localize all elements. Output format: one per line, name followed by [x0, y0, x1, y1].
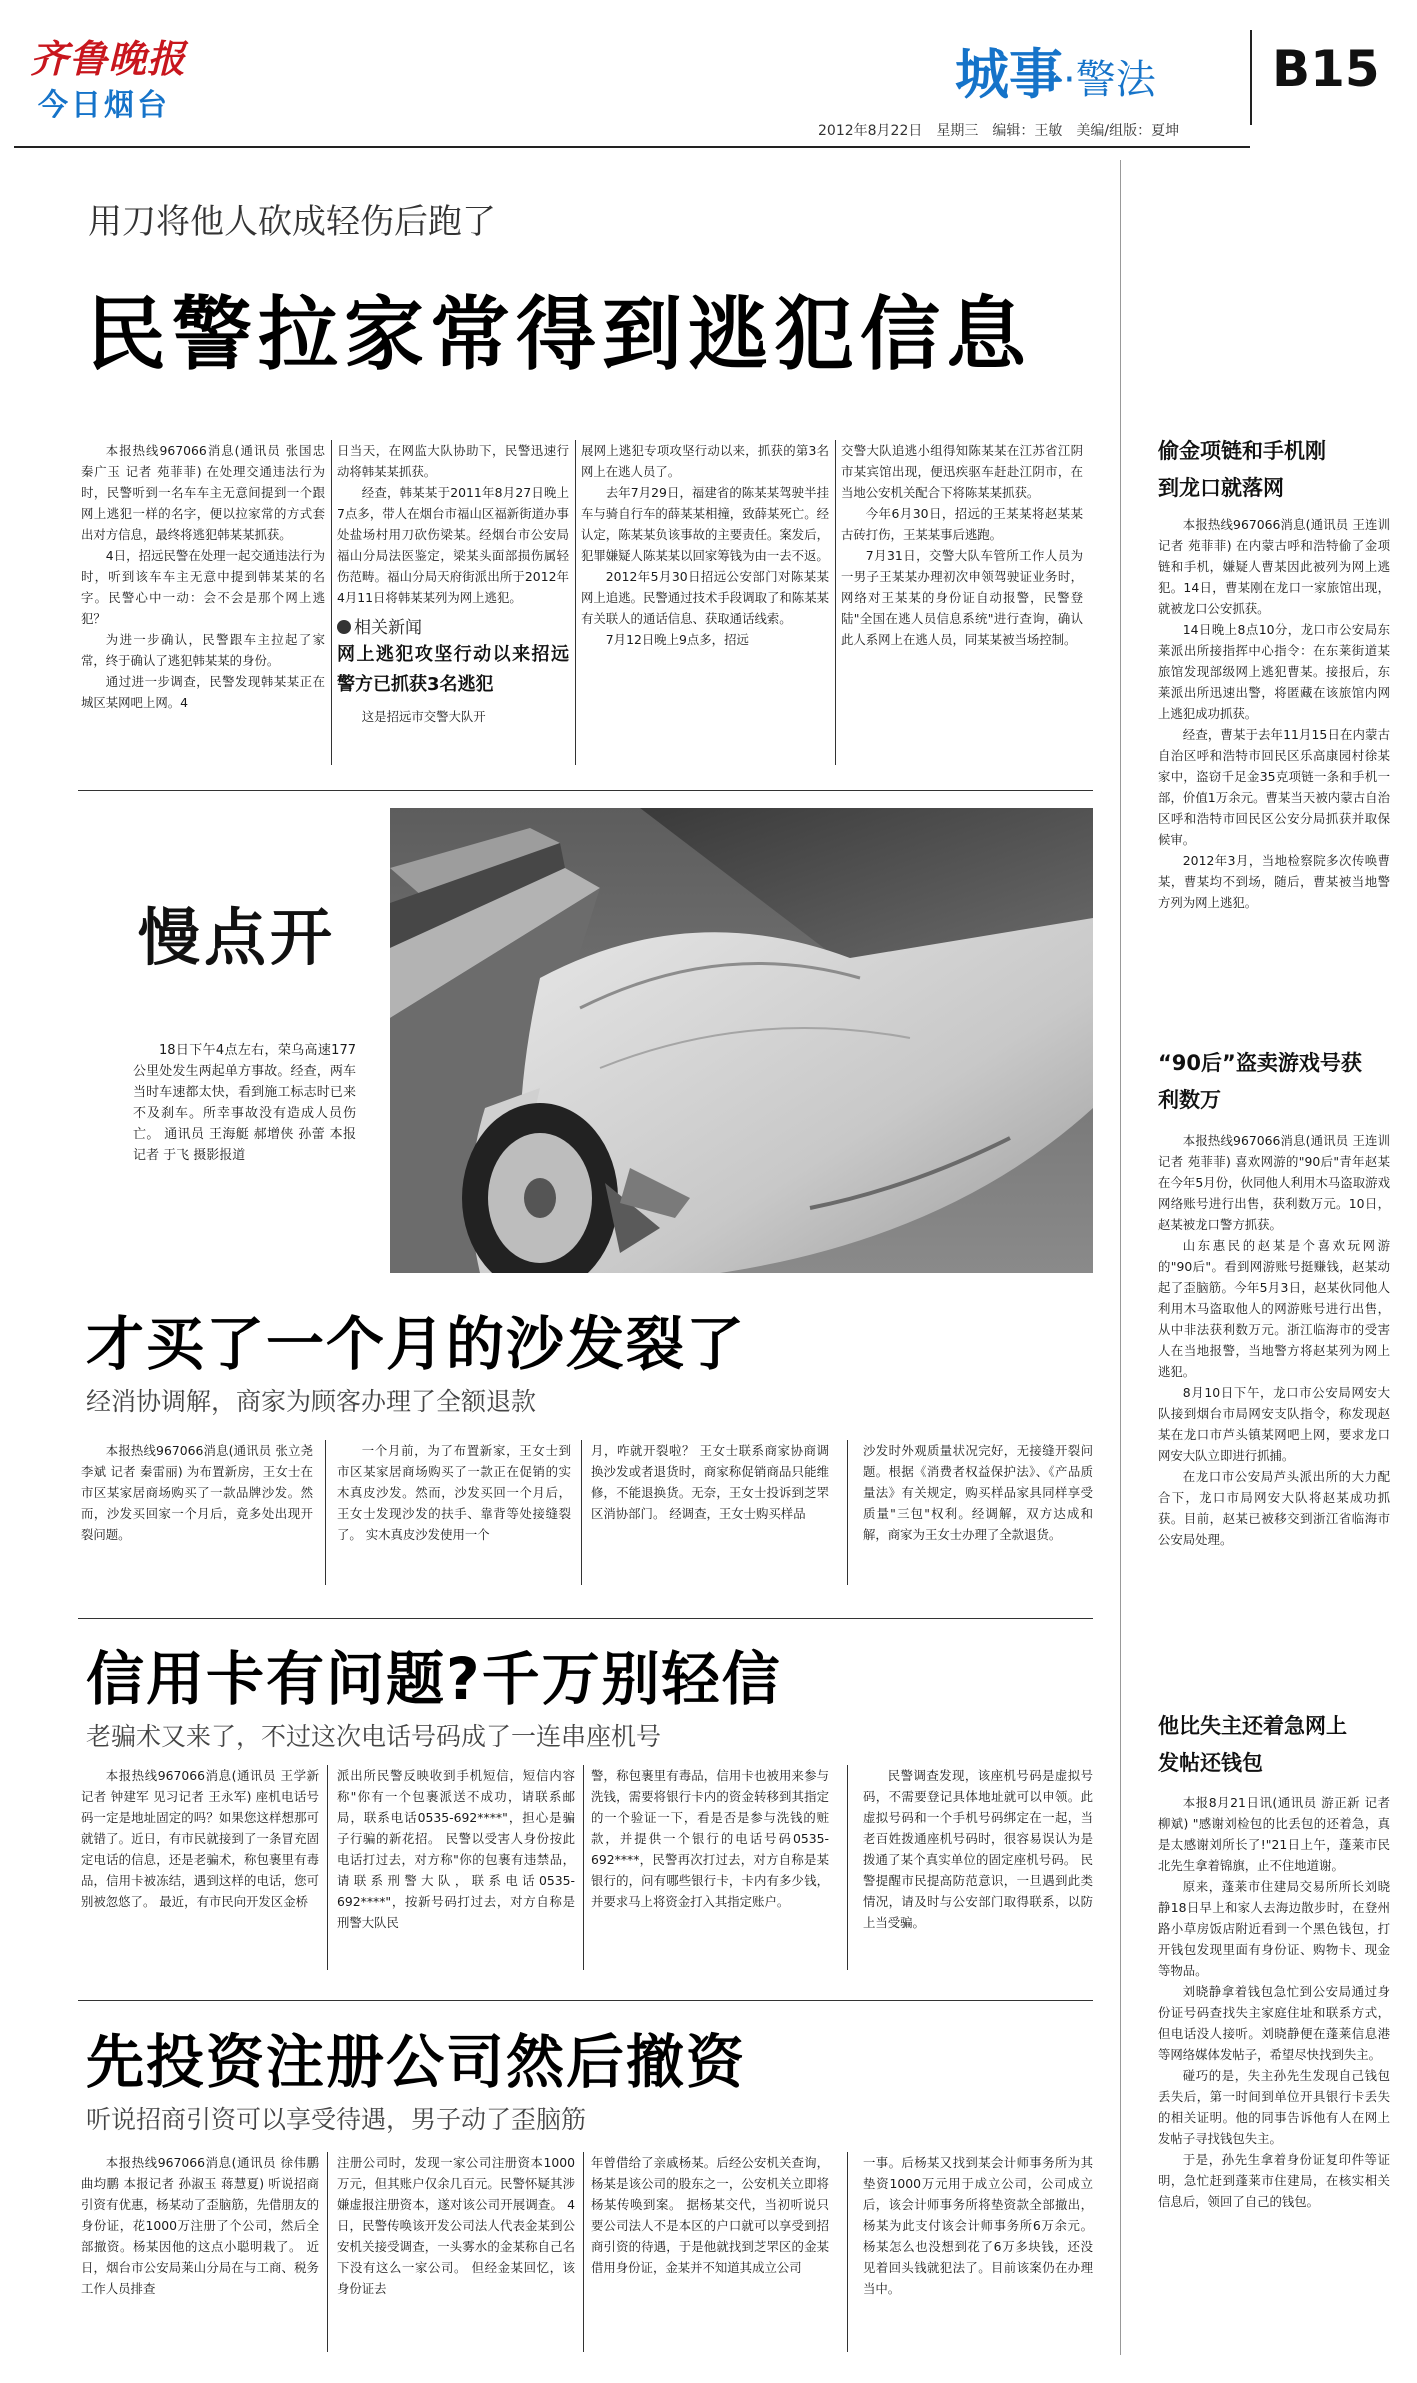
masthead-divider [1250, 30, 1252, 125]
story2-headline: 才买了一个月的沙发裂了 [86, 1310, 747, 1378]
story3-col-divider [327, 1765, 328, 1970]
story1-col-divider [835, 440, 836, 765]
story3-sub: 老骗术又来了，不过这次电话号码成了一连串座机号 [86, 1722, 662, 1751]
side3-title: 他比失主还着急网上发帖还钱包 [1158, 1714, 1347, 1775]
side3-p2: 原来，蓬莱市住建局交易所所长刘晓静18日早上和家人去海边散步时，在登州路小草房饭店附近看到一个黑色钱包，打开钱包发现里面有身份证、购物卡、现金等物品。 [1158, 1879, 1390, 1978]
side1-p1: 本报热线967066消息(通讯员 王连训 记者 苑菲菲) 在内蒙古呼和浩特偷了金项链和手机，嫌疑人曹某因此被列为网上逃犯。14日，曹某刚在龙口一家旅馆出现，就被龙口公安抓获。 [1158, 517, 1390, 616]
issue-meta: 2012年8月22日 星期三 编辑：王敏 美编/组版：夏坤 [818, 123, 1180, 139]
side3-p4: 碰巧的是，失主孙先生发现自己钱包丢失后，第一时间到单位开具银行卡丢失的相关证明。他的同事告诉他有人在网上发帖子寻找钱包失主。 [1158, 2068, 1390, 2146]
side3-body [1158, 1792, 1390, 2357]
story2-col-divider [581, 1440, 582, 1585]
side2-body [1158, 1130, 1390, 1685]
story1-col1-p1: 本报热线967066消息(通讯员 张国忠 秦广玉 记者 苑菲菲) 在处理交通违法行为时，民警听到一名车车主无意间提到一个跟网上逃犯一样的名字，便以拉家常的方式套出对方信息，最终将逃犯韩某某抓获。 [81, 443, 325, 542]
story2-sub: 经消协调解，商家为顾客办理了全额退款 [86, 1387, 537, 1416]
side1-p3: 经查，曹某于去年11月15日在内蒙古自治区呼和浩特市回民区乐高康园村徐某家中，盗窃千足金35克项链一条和手机一部，价值1万余元。曹某当天被内蒙古自治区呼和浩特市回民区公安分局抓获并取保候审。 [1158, 727, 1390, 847]
story2-col3: 月，咋就开裂啦？ 王女士联系商家协商调换沙发或者退货时，商家称促销商品只能维修，不能退换货。无奈，王女士投诉到芝罘区消协部门。 经调查，王女士购买样品 [591, 1443, 829, 1521]
section-sub: 警法 [1075, 57, 1156, 103]
story3-bottom-rule [78, 2000, 1093, 2001]
side1-p2: 14日晚上8点10分，龙口市公安局东莱派出所接指挥中心指令：在东莱街道某旅馆发现部级网上逃犯曹某。接报后，东莱派出所迅速出警，将匿藏在该旅馆内网上逃犯成功抓获。 [1158, 622, 1390, 721]
photo-caption: 18日下午4点左右，荣乌高速177公里处发生两起单方事故。经查，两车当时车速都太快，看到施工标志时已来不及刹车。所幸事故没有造成人员伤亡。 通讯员 王海艇 郝增侠 孙蕾 本报记者 于飞 摄影报道 [133, 1043, 356, 1163]
story3-col3: 警，称包裹里有毒品，信用卡也被用来参与洗钱，需要将银行卡内的资金转移到其指定的一个验证一下，看是否是参与洗钱的赃款，并提供一个银行的电话号码0535-692****，民警再次打过去，对方自称是某银行的，问有哪些银行卡，卡内有多少钱，并要求马上将资金打入其指定账户。 [591, 1768, 829, 1909]
section-dot: · [1063, 57, 1076, 103]
side3-p5: 于是，孙先生拿着身份证复印件等证明，急忙赶到蓬莱市住建局，在核实相关信息后，领回了自己的钱包。 [1158, 2152, 1390, 2209]
side1-body [1158, 514, 1390, 1014]
side2-p4: 在龙口市公安局芦头派出所的大力配合下，龙口市局网安大队将赵某成功抓获。目前，赵某已被移交到浙江省临海市公安局处理。 [1158, 1469, 1390, 1547]
car-illustration [390, 808, 1093, 1273]
story1-col1-p3: 为进一步确认，民警跟车主拉起了家常，终于确认了逃犯韩某某的身份。 [81, 632, 325, 668]
section-main: 城事 [955, 43, 1063, 106]
photo-title: 慢点开 [138, 901, 337, 974]
story4-col2: 注册公司时，发现一家公司注册资本1000万元，但其账户仅余几百元。民警怀疑其涉嫌虚报注册资本，遂对该公司开展调查。 4日，民警传唤该开发公司法人代表金某到公安机关接受调查，一头雾水的金某称自己名下没有这么一家公司。 但经金某回忆，该身份证去 [337, 2155, 575, 2296]
story4-sub: 听说招商引资可以享受待遇，男子动了歪脑筋 [86, 2105, 587, 2134]
story1-col3 [581, 440, 829, 765]
side3-p3: 刘晓静拿着钱包急忙到公安局通过身份证号码查找失主家庭住址和联系方式，但电话没人接听。刘晓静便在蓬莱信息港等网络媒体发帖子，希望尽快找到失主。 [1158, 1984, 1390, 2062]
story2-col-divider [847, 1440, 848, 1585]
story1-col3-p3: 2012年5月30日招远公安部门对陈某某网上追逃。民警通过技术手段调取了和陈某某有关联人的通话信息、获取通话线索。 [581, 569, 829, 626]
related-news-label [337, 616, 569, 640]
story1-col4-p3: 7月31日，交警大队车管所工作人员为一男子王某某办理初次申领驾驶证业务时，网络对王某某的身份证自动报警，民警登陆"全国在逃人员信息系统"进行查询，确认此人系网上在逃人员，同某某被当场控制。 [841, 548, 1083, 647]
story1-kicker: 用刀将他人砍成轻伤后跑了 [88, 202, 496, 242]
side2-p3: 8月10日下午，龙口市公安局网安大队接到烟台市局网安支队指令，称发现赵某在龙口市芦头镇某网吧上网，要求龙口网安大队立即进行抓捕。 [1158, 1385, 1390, 1463]
story4-col4: 一事。后杨某又找到某会计师事务所为其垫资1000万元用于成立公司，公司成立后，该会计师事务所将垫资款全部撤出，杨某为此支付该会计师事务所6万余元。 杨某怎么也没想到花了6万多块钱，还没见着回头钱就犯法了。目前该案仍在办理当中。 [863, 2155, 1093, 2296]
story3-col4: 民警调查发现，该座机号码是虚拟号码，不需要登记具体地址就可以申领。此虚拟号码和一个手机号码绑定在一起，当老百姓拨通座机号码时，很容易误认为是拨通了某个真实单位的固定座机号码。 民警提醒市民提高防范意识，一旦遇到此类情况，请及时与公安部门取得联系，以防上当受骗。 [863, 1768, 1093, 1930]
masthead-rule [14, 146, 1250, 148]
story4-col-divider [327, 2152, 328, 2352]
story1-col4-p2: 今年6月30日，招远的王某某将赵某某古砖打伤，王某某事后逃跑。 [841, 506, 1083, 542]
story3-col1: 本报热线967066消息(通讯员 王学新 记者 钟建军 见习记者 王永军) 座机电话号码一定是地址固定的吗？如果您这样想那可就错了。近日，有市民就接到了一条冒充固定电话的信息，还是老骗术，称包裹里有毒品，信用卡被冻结，遇到这样的电话，您可别被忽悠了。 最近，有市民向开发区金桥 [81, 1768, 319, 1909]
story2-col-divider [325, 1440, 326, 1585]
related-news-text: 相关新闻 [354, 618, 422, 638]
story4-col1: 本报热线967066消息(通讯员 徐伟鹏 曲均鹏 本报记者 孙淑玉 蒋慧夏) 听说招商引资有优惠，杨某动了歪脑筋，先借朋友的身份证，花1000万注册了个公司，然后全部撤资。杨某因他的这点小聪明栽了。 近日，烟台市公安局莱山分局在与工商、税务工作人员排查 [81, 2155, 319, 2296]
story1-col3-p2: 去年7月29日，福建省的陈某某驾驶半挂车与骑自行车的薛某某相撞，致薛某死亡。经认定，陈某某负该事故的主要责任。案发后，犯罪嫌疑人陈某某以回家筹钱为由一去不返。 [581, 485, 829, 563]
story1-col1-p4: 通过进一步调查，民警发现韩某某正在城区某网吧上网。4 [81, 674, 325, 710]
story2-col4: 沙发时外观质量状况完好，无接缝开裂问题。根据《消费者权益保护法》、《产品质量法》有关规定，购买样品家具同样享受质量"三包"权利。经调解，双方达成和解，商家为王女士办理了全款退货。 [863, 1443, 1093, 1542]
story1-headline: 民警拉家常得到逃犯信息 [86, 288, 1032, 381]
story1-col-divider [575, 440, 576, 765]
story2-bottom-rule [78, 1618, 1093, 1619]
side1-p4: 2012年3月，当地检察院多次传唤曹某，曹某均不到场，随后，曹某被当地警方列为网上逃犯。 [1158, 853, 1390, 910]
related-news-icon [337, 620, 351, 634]
story4-col3: 年曾借给了亲戚杨某。后经公安机关查询，杨某是该公司的股东之一，公安机关立即将杨某传唤到案。 据杨某交代，当初听说只要公司法人不是本区的户口就可以享受到招商引资的待遇，于是他就找到芝罘区的金某借用身份证，金某并不知道其成立公司 [591, 2155, 829, 2275]
side2-title: “90后”盗卖游戏号获利数万 [1158, 1051, 1362, 1112]
story1-col4-p1: 交警大队追逃小组得知陈某某在江苏省江阴市某宾馆出现，便迅疾驱车赶赴江阴市，在当地公安机关配合下将陈某某抓获。 [841, 443, 1083, 500]
side2-p1: 本报热线967066消息(通讯员 王连训 记者 苑菲菲) 喜欢网游的"90后"青年赵某在今年5月份，伙同他人利用木马盗取游戏网络账号进行出售，获利数万元。10日，赵某被龙口警方抓获。 [1158, 1133, 1390, 1232]
side1-title: 偷金项链和手机刚到龙口就落网 [1158, 439, 1326, 500]
story3-headline: 信用卡有问题?千万别轻信 [86, 1645, 782, 1713]
story1-col3-p4: 7月12日晚上9点多，招远 [605, 632, 749, 647]
paper-logo: 齐鲁晚报 [30, 36, 187, 81]
story1-col2 [337, 440, 569, 765]
story4-col-divider [847, 2152, 848, 2352]
story2-col1: 本报热线967066消息(通讯员 张立尧 李斌 记者 秦雷丽) 为布置新房，王女士在市区某家居商场购买了一款品牌沙发。然而，沙发买回家一个月后，竟多处出现开裂问题。 [81, 1443, 313, 1542]
page-number: B15 [1272, 40, 1380, 98]
story1-col3-p1: 展网上逃犯专项攻坚行动以来，抓获的第3名网上在逃人员了。 [581, 443, 829, 479]
story1-col2-p1: 日当天，在网监大队协助下，民警迅速行动将韩某某抓获。 [337, 443, 569, 479]
story3-col-divider [583, 1765, 584, 1970]
story1-col1-p2: 4日，招远民警在处理一起交通违法行为时，听到该车车主无意中提到韩某某的名字。民警心中一动：会不会是那个网上逃犯？ [81, 548, 325, 626]
story1-col4 [841, 440, 1083, 765]
story4-headline: 先投资注册公司然后撤资 [86, 2028, 747, 2096]
accident-photo [390, 808, 1093, 1273]
story1-col1 [81, 440, 325, 765]
story2-col2: 一个月前，为了布置新家，王女士到市区某家居商场购买了一款正在促销的实木真皮沙发。然而，沙发买回一个月后，王女士发现沙发的扶手、靠背等处接缝裂了。 实木真皮沙发使用一个 [337, 1443, 571, 1542]
edition-label: 今日烟台 [38, 88, 170, 123]
story3-col2: 派出所民警反映收到手机短信，短信内容称"你有一个包裹派送不成功，请联系邮局，联系电话0535-692****"，担心是骗子行骗的新花招。 民警以受害人身份按此电话打过去，对方称"你的包裹有违禁品，请联系刑警大队，联系电话0535-692****"，按新号码打过去，对方自称是刑警大队民 [337, 1768, 575, 1930]
sidebar-divider [1120, 160, 1121, 2355]
story1-col2-tail: 这是招远市交警大队开 [361, 709, 486, 724]
section-title [955, 32, 1156, 109]
side2-p2: 山东惠民的赵某是个喜欢玩网游的"90后"。看到网游账号挺赚钱，赵某动起了歪脑筋。今年5月3日，赵某伙同他人利用木马盗取他人的网游账号进行出售，从中非法获利数万元。浙江临海市的受害人在当地报警，当地警方将赵某列为网上逃犯。 [1158, 1238, 1390, 1379]
story4-col-divider [583, 2152, 584, 2352]
story3-col-divider [847, 1765, 848, 1970]
side3-p1: 本报8月21日讯(通讯员 游正新 记者 柳斌) "感谢刘检包的比丢包的还着急，真是太感谢刘所长了!"21日上午，蓬莱市民北先生拿着锦旗，止不住地道谢。 [1158, 1795, 1390, 1873]
story1-bottom-rule [78, 790, 1093, 791]
story1-col2-p2: 经查，韩某某于2011年8月27日晚上7点多，带人在烟台市福山区福新街道办事处盐场村用刀砍伤梁某。经烟台市公安局福山分局法医鉴定，梁某头面部损伤属轻伤范畴。福山分局天府街派出所于2012年4月11日将韩某某列为网上逃犯。 [337, 485, 569, 605]
related-news-title: 网上逃犯攻坚行动以来招远警方已抓获3名逃犯 [337, 644, 569, 695]
story1-col-divider [331, 440, 332, 765]
